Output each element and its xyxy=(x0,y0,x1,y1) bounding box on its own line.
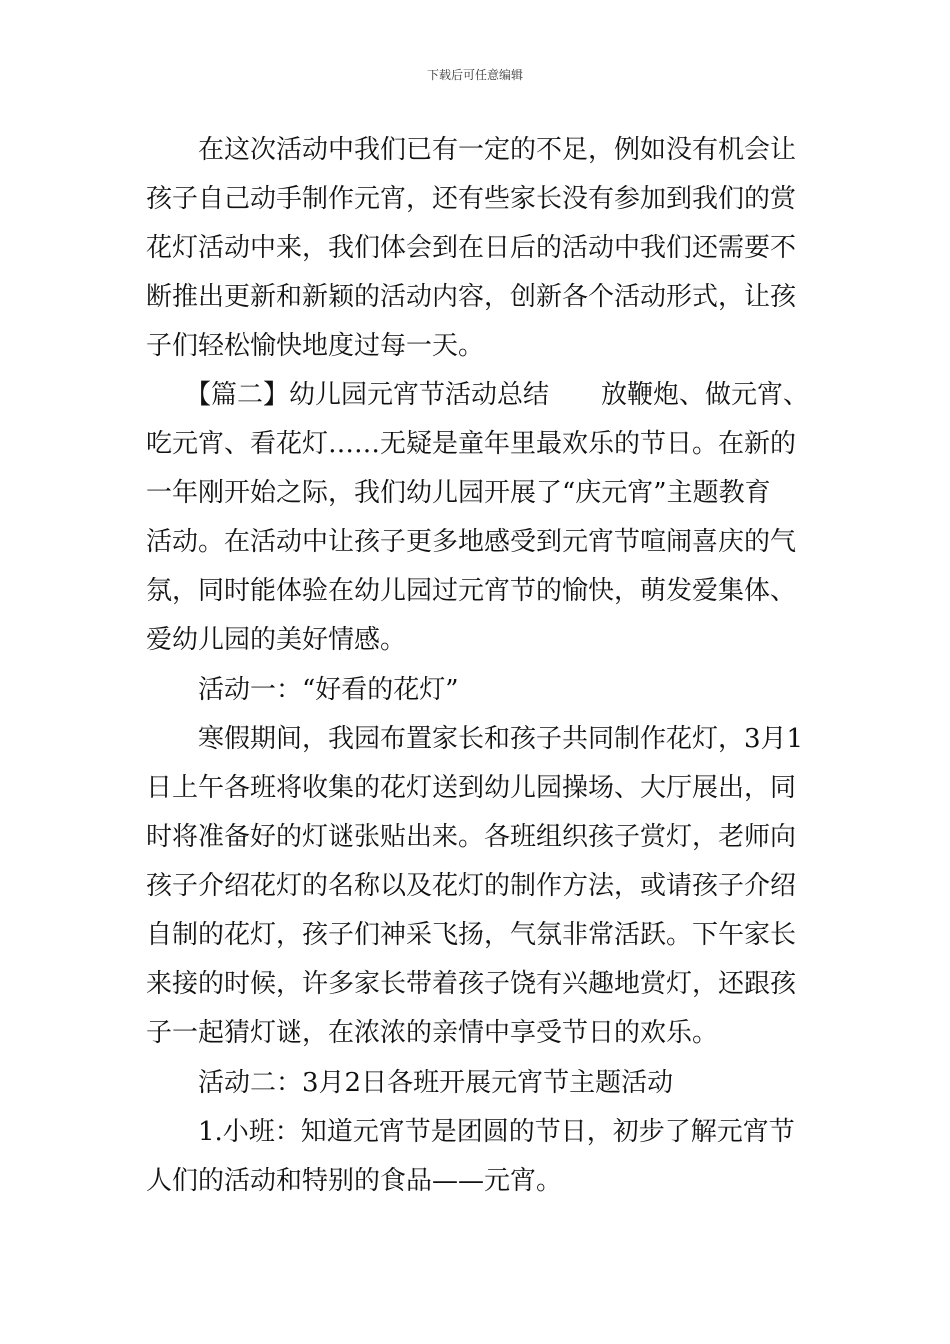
text-line: 在这次活动中我们已有一定的不足，例如没有机会让 xyxy=(146,135,797,165)
text-line: 一年刚开始之际，我们幼儿园开展了“庆元宵”主题教育 xyxy=(146,478,771,508)
activity-heading-line: 活动二：3月2日各班开展元宵节主题活动 xyxy=(146,1068,674,1098)
text-line: 氛，同时能体验在幼儿园过元宵节的愉快，萌发爱集体、 xyxy=(146,576,797,606)
text-line: 吃元宵、看花灯……无疑是童年里最欢乐的节日。在新的 xyxy=(146,429,797,459)
text-line: 时将准备好的灯谜张贴出来。各班组织孩子赏灯，老师向 xyxy=(146,822,797,852)
text-line: 爱幼儿园的美好情感。 xyxy=(146,625,407,655)
text-line: 孩子介绍花灯的名称以及花灯的制作方法，或请孩子介绍 xyxy=(146,871,797,901)
text-line: 寒假期间，我园布置家长和孩子共同制作花灯，3月1 xyxy=(146,724,804,754)
activity-heading-line: 活动一：“好看的花灯” xyxy=(146,675,459,705)
text-line: 孩子自己动手制作元宵，还有些家长没有参加到我们的赏 xyxy=(146,184,797,214)
text-line: 人们的活动和特别的食品——元宵。 xyxy=(146,1166,563,1196)
text-line: 断推出更新和新颖的活动内容，创新各个活动形式，让孩 xyxy=(146,282,797,312)
text-line: 子们轻松愉快地度过每一天。 xyxy=(146,331,485,361)
text-line: 1.小班：知道元宵节是团圆的节日，初步了解元宵节 xyxy=(146,1117,795,1147)
section-heading-line: 【篇二】幼儿园元宵节活动总结 放鞭炮、做元宵、 xyxy=(146,380,810,410)
text-line: 花灯活动中来，我们体会到在日后的活动中我们还需要不 xyxy=(146,233,797,263)
text-line: 来接的时候，许多家长带着孩子饶有兴趣地赏灯，还跟孩 xyxy=(146,969,797,999)
text-line: 日上午各班将收集的花灯送到幼儿园操场、大厅展出，同 xyxy=(146,773,797,803)
text-line: 子一起猜灯谜，在浓浓的亲情中享受节日的欢乐。 xyxy=(146,1018,719,1048)
text-line: 活动。在活动中让孩子更多地感受到元宵节喧闹喜庆的气 xyxy=(146,527,797,557)
text-line: 自制的花灯，孩子们神采飞扬，气氛非常活跃。下午家长 xyxy=(146,920,797,950)
page-header-note: 下载后可任意编辑 xyxy=(426,68,523,82)
